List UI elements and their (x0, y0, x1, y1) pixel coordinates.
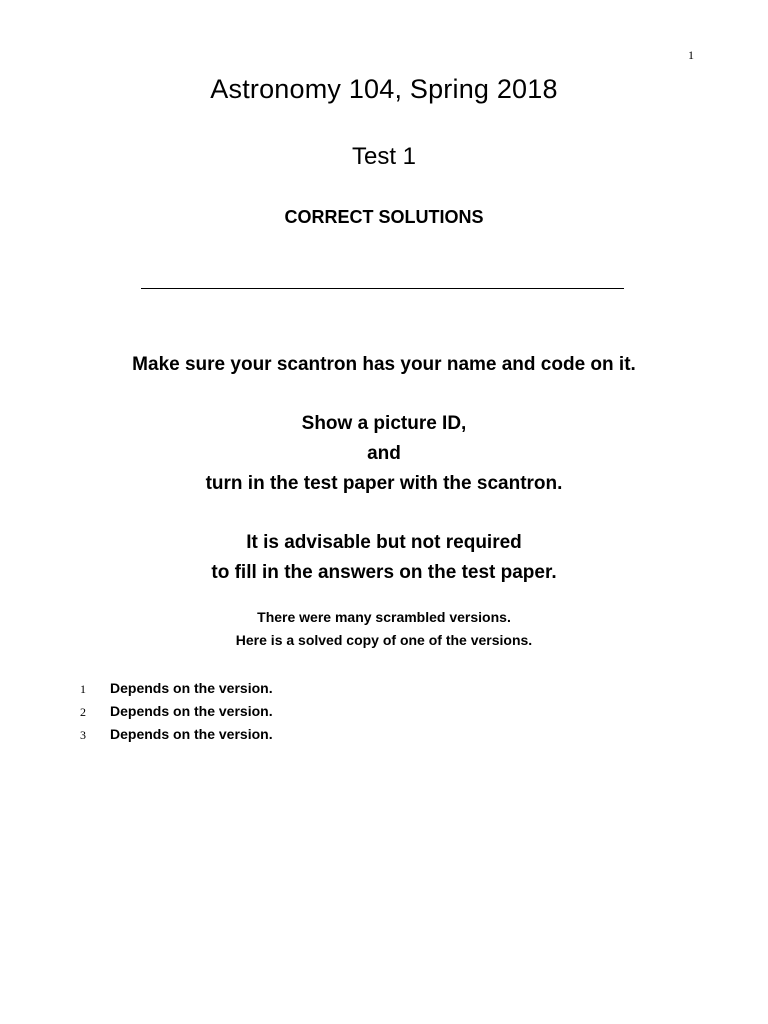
answer-number: 2 (80, 705, 86, 719)
page-number: 1 (688, 48, 694, 62)
document-title: Astronomy 104, Spring 2018 (210, 74, 558, 104)
answer-item (80, 725, 273, 748)
instruction-fill-in: to fill in the answers on the test paper. (211, 562, 557, 583)
answer-number: 1 (80, 682, 86, 696)
instruction-advisable: It is advisable but not required (246, 532, 522, 553)
answer-text: Depends on the version. (110, 703, 273, 719)
answer-text: Depends on the version. (110, 726, 273, 742)
note-scrambled: There were many scrambled versions. (257, 609, 511, 625)
note-solved-copy: Here is a solved copy of one of the versions. (235, 632, 533, 648)
name-line (141, 288, 624, 289)
answer-item (80, 702, 273, 725)
test-title: Test 1 (351, 143, 417, 170)
answer-text: Depends on the version. (110, 680, 273, 696)
answer-item (80, 679, 273, 702)
answer-list (80, 679, 273, 748)
solutions-heading: CORRECT SOLUTIONS (284, 207, 484, 227)
answer-number: 3 (80, 728, 86, 742)
instruction-picture-id: Show a picture ID, (301, 413, 467, 434)
instruction-turn-in: turn in the test paper with the scantron. (205, 473, 563, 494)
instruction-and: and (367, 443, 401, 464)
instruction-scantron: Make sure your scantron has your name and code on it. (132, 354, 636, 375)
